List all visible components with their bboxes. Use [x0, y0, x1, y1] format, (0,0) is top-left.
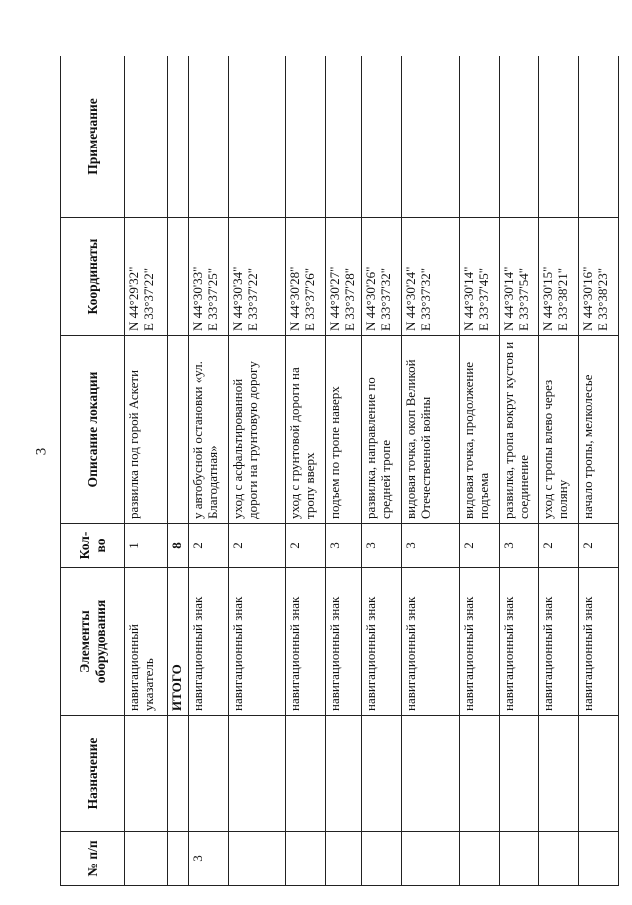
row-num-cell [402, 832, 460, 886]
row-equipment-cell: навигационный знак [579, 568, 619, 716]
table-body [125, 56, 619, 886]
row-coords-cell [362, 218, 402, 336]
row-location-cell: уход с грунтовой дороги на тропу вверх [286, 336, 326, 524]
longitude-text: E 33°37'25" [204, 267, 220, 331]
row-num-cell [286, 832, 326, 886]
row-purpose-cell [228, 716, 286, 832]
row-coords-cell [228, 218, 286, 336]
row-location-cell: развилка, направление по средней тропе [362, 336, 402, 524]
latitude-text: N 44°30'15" [540, 266, 556, 331]
row-purpose-cell [125, 716, 168, 832]
row-qty-cell: 2 [228, 524, 286, 568]
row-note-cell [188, 56, 228, 218]
latitude-text: N 44°29'32" [126, 266, 141, 331]
row-equipment-cell: навигационный знак [362, 568, 402, 716]
row-purpose-cell [286, 716, 326, 832]
latitude-text: N 44°30'28" [287, 266, 303, 331]
longitude-text: E 33°37'32" [418, 267, 434, 331]
row-location-cell: видовая точка, продолжение подъема [459, 336, 499, 524]
row-equipment-cell: навигационный знак [228, 568, 286, 716]
row-qty-cell: 3 [402, 524, 460, 568]
row-equipment-cell: навигационный указатель [125, 568, 168, 716]
row-note-cell [402, 56, 460, 218]
row-purpose-cell [499, 716, 539, 832]
row-location-cell: начало тропы, мелколесье [579, 336, 619, 524]
row-equipment-cell: навигационный знак [325, 568, 362, 716]
longitude-text: E 33°37'28" [341, 267, 357, 331]
latitude-text: N 44°30'27" [326, 266, 342, 331]
row-num-cell [167, 832, 188, 886]
row-qty-cell: 2 [188, 524, 228, 568]
row-qty-cell: 3 [362, 524, 402, 568]
row-num-cell [499, 832, 539, 886]
row-qty-cell: 2 [539, 524, 579, 568]
row-purpose-cell [167, 716, 188, 832]
longitude-text: E 33°38'23" [595, 267, 611, 331]
table-header [61, 56, 125, 886]
page-number: 3 [33, 447, 50, 456]
table-row [325, 56, 362, 886]
row-coords-cell [499, 218, 539, 336]
latitude-text: N 44°30'33" [189, 266, 205, 331]
row-purpose-cell [579, 716, 619, 832]
row-note-cell [362, 56, 402, 218]
latitude-text: N 44°30'16" [580, 266, 596, 331]
row-note-cell [228, 56, 286, 218]
table-row [539, 56, 579, 886]
table-row [499, 56, 539, 886]
row-num-cell [228, 832, 286, 886]
row-note-cell [286, 56, 326, 218]
row-purpose-cell [188, 716, 228, 832]
row-equipment-cell: навигационный знак [286, 568, 326, 716]
latitude-text: N 44°30'24" [403, 266, 419, 331]
row-purpose-cell [459, 716, 499, 832]
row-coords-cell [125, 218, 168, 336]
row-coords-cell [459, 218, 499, 336]
row-equipment-cell: ИТОГО [167, 568, 188, 716]
row-location-cell: развилка под горой Аскети [125, 336, 168, 524]
row-purpose-cell [539, 716, 579, 832]
row-location-cell [167, 336, 188, 524]
longitude-text: E 33°37'26" [302, 267, 318, 331]
table-row [228, 56, 286, 886]
header-equipment: Элементы оборудования [61, 568, 125, 716]
header-location: Описание локации [61, 336, 125, 524]
header-qty: Кол-во [61, 524, 125, 568]
row-location-cell: у автобусной остановки «ул. Благодатная» [188, 336, 228, 524]
row-note-cell [325, 56, 362, 218]
row-purpose-cell [325, 716, 362, 832]
row-location-cell: уход с тропы влево через поляну [539, 336, 579, 524]
row-coords-cell [167, 218, 188, 336]
row-num-cell [362, 832, 402, 886]
row-location-cell: видовая точка, окоп Великой Отечественной войны [402, 336, 460, 524]
row-qty-cell: 2 [286, 524, 326, 568]
row-note-cell [459, 56, 499, 218]
row-note-cell [167, 56, 188, 218]
row-equipment-cell: навигационный знак [402, 568, 460, 716]
row-coords-cell [539, 218, 579, 336]
row-location-cell: уход с асфальтированной дороги на грунтовую дорогу [228, 336, 286, 524]
row-coords-cell [579, 218, 619, 336]
latitude-text: N 44°30'26" [363, 266, 379, 331]
table-row [402, 56, 460, 886]
table-row [125, 56, 168, 886]
row-note-cell [499, 56, 539, 218]
row-coords-cell [402, 218, 460, 336]
row-note-cell [539, 56, 579, 218]
row-note-cell [579, 56, 619, 218]
table-row [579, 56, 619, 886]
table-row [459, 56, 499, 886]
table-row [286, 56, 326, 886]
row-num-cell [579, 832, 619, 886]
row-qty-cell: 8 [167, 524, 188, 568]
row-location-cell: подъем по тропе наверх [325, 336, 362, 524]
row-num-cell [459, 832, 499, 886]
latitude-text: N 44°30'14" [460, 266, 476, 331]
longitude-text: E 33°38'21" [555, 267, 571, 331]
equipment-table-region [60, 56, 619, 886]
header-num: № п/п [61, 832, 125, 886]
longitude-text: E 33°37'45" [475, 267, 491, 331]
row-purpose-cell [402, 716, 460, 832]
row-num-cell [539, 832, 579, 886]
row-coords-cell [325, 218, 362, 336]
longitude-text: E 33°37'32" [378, 267, 394, 331]
row-coords-cell [188, 218, 228, 336]
row-num-cell [125, 832, 168, 886]
latitude-text: N 44°30'34" [229, 266, 245, 331]
row-coords-cell [286, 218, 326, 336]
row-purpose-cell [362, 716, 402, 832]
row-equipment-cell: навигационный знак [188, 568, 228, 716]
rotated-table-container [60, 56, 619, 886]
row-qty-cell: 1 [125, 524, 168, 568]
header-note: Примечание [61, 56, 125, 218]
row-num-cell: 3 [188, 832, 228, 886]
row-location-cell: развилка, тропа вокруг кустов и соединение [499, 336, 539, 524]
row-qty-cell: 3 [325, 524, 362, 568]
latitude-text: N 44°30'14" [500, 266, 516, 331]
row-equipment-cell: навигационный знак [459, 568, 499, 716]
longitude-text: E 33°37'22" [244, 267, 260, 331]
table-row [362, 56, 402, 886]
row-equipment-cell: навигационный знак [499, 568, 539, 716]
header-purpose: Назначение [61, 716, 125, 832]
row-num-cell [325, 832, 362, 886]
header-coords: Координаты [61, 218, 125, 336]
table-total-row [167, 56, 188, 886]
row-qty-cell: 2 [579, 524, 619, 568]
row-qty-cell: 2 [459, 524, 499, 568]
row-qty-cell: 3 [499, 524, 539, 568]
longitude-text: E 33°37'54" [515, 267, 531, 331]
table-row [188, 56, 228, 886]
row-equipment-cell: навигационный знак [539, 568, 579, 716]
longitude-text: E 33°37'22" [140, 267, 156, 331]
row-note-cell [125, 56, 168, 218]
equipment-table [60, 56, 619, 886]
